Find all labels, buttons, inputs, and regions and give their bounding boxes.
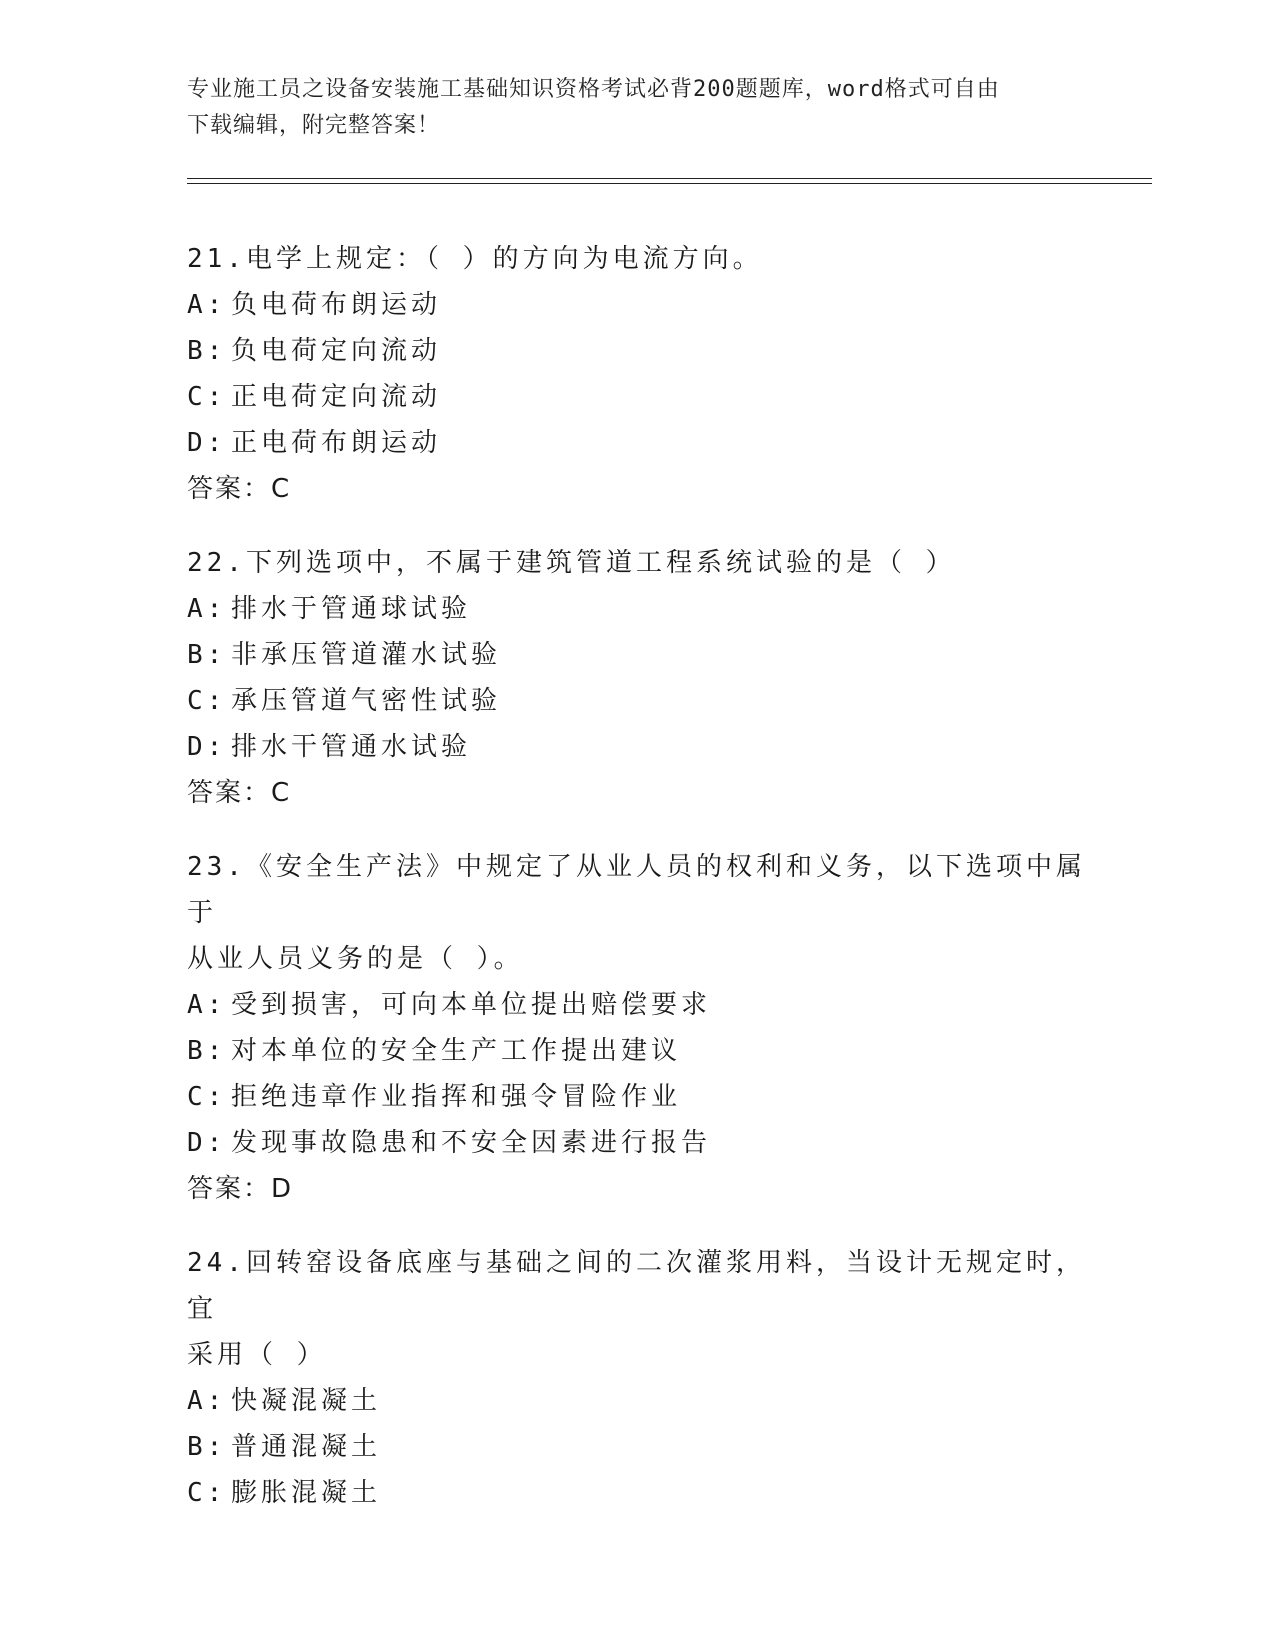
option-text: 对本单位的安全生产工作提出建议 [231,1036,682,1066]
question-stem: 22.下列选项中，不属于建筑管道工程系统试验的是（ ） [187,548,956,578]
option-letter: C: [187,686,227,716]
option-text: 排水于管通球试验 [231,594,472,624]
option-text: 正电荷定向流动 [231,382,442,412]
option-a [187,982,1087,1028]
option-text: 负电荷布朗运动 [231,290,442,320]
question-stem-line-1: 24.回转窑设备底座与基础之间的二次灌浆用料，当设计无规定时，宜 [187,1248,1086,1324]
option-letter: A: [187,1386,227,1416]
option-text: 正电荷布朗运动 [231,428,442,458]
document-header [187,72,1067,144]
answer-line: 答案：C [187,778,292,808]
option-text: 受到损害，可向本单位提出赔偿要求 [231,990,712,1020]
option-letter: D: [187,1128,227,1158]
question-23 [187,844,1087,1212]
option-letter: A: [187,990,227,1020]
question-21 [187,236,1087,512]
option-c [187,1074,1087,1120]
header-divider-top [187,178,1152,179]
option-text: 承压管道气密性试验 [231,686,502,716]
option-a [187,1378,1087,1424]
option-letter: B: [187,1036,227,1066]
header-line-2: 下载编辑，附完整答案！ [187,113,441,138]
option-letter: C: [187,1478,227,1508]
option-d [187,724,1087,770]
option-d [187,1120,1087,1166]
option-text: 非承压管道灌水试验 [231,640,502,670]
header-line-1: 专业施工员之设备安装施工基础知识资格考试必背200题题库，word格式可自由 [187,77,1000,102]
option-a [187,586,1087,632]
option-a [187,282,1087,328]
option-text: 排水干管通水试验 [231,732,472,762]
option-b [187,1028,1087,1074]
answer-line: 答案：C [187,474,292,504]
option-c [187,1470,1087,1516]
option-text: 拒绝违章作业指挥和强令冒险作业 [231,1082,682,1112]
option-letter: D: [187,732,227,762]
option-letter: B: [187,640,227,670]
option-b [187,328,1087,374]
option-c [187,374,1087,420]
option-b [187,632,1087,678]
option-letter: B: [187,1432,227,1462]
option-b [187,1424,1087,1470]
option-text: 负电荷定向流动 [231,336,442,366]
option-letter: A: [187,594,227,624]
option-c [187,678,1087,724]
question-24 [187,1240,1087,1516]
question-stem-line-2: 采用（ ） [187,1340,327,1370]
question-22 [187,540,1087,816]
option-letter: C: [187,382,227,412]
option-text: 快凝混凝土 [231,1386,382,1416]
option-text: 发现事故隐患和不安全因素进行报告 [231,1128,712,1158]
option-d [187,420,1087,466]
question-stem-line-1: 23.《安全生产法》中规定了从业人员的权利和义务，以下选项中属于 [187,852,1086,928]
option-text: 膨胀混凝土 [231,1478,382,1508]
option-letter: D: [187,428,227,458]
option-letter: C: [187,1082,227,1112]
answer-line: 答案：D [187,1174,294,1204]
option-letter: B: [187,336,227,366]
question-stem-line-2: 从业人员义务的是（ ）。 [187,944,524,974]
option-text: 普通混凝土 [231,1432,382,1462]
header-divider-bottom [187,183,1152,184]
question-list [187,236,1087,1544]
question-stem: 21.电学上规定：（ ）的方向为电流方向。 [187,244,763,274]
option-letter: A: [187,290,227,320]
